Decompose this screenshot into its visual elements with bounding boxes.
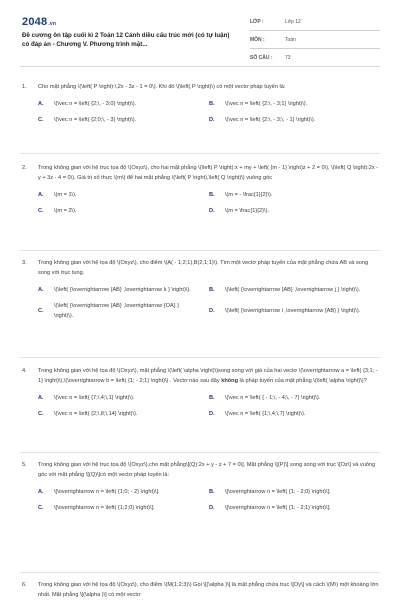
option-d[interactable]: D. \[\overrightarrow n = \left( {1; - 2;1} \right)\]. [209, 505, 331, 511]
question-stem: Trong không gian với hệ tọa độ \(Oxyz\), cho điểm \(A( - 1;2;1),B(2;1;1)\). Tìm một vectơ pháp tuyến của mặt phẳng chứa AB và song song với trục tung. [38, 260, 369, 276]
question-stem: Cho mặt phẳng \(\left( P \right):\,2x - 3z - 1 = 0\). Khi đó \(\left( P \right)\) có một vectơ pháp tuyến là: [38, 84, 286, 90]
option-a[interactable]: A. \[\overrightarrow n = \left( {1;0; - 2} \right)\]. [38, 489, 160, 495]
question-5 [22, 460, 380, 519]
document-title: Đề cương ôn tập cuối kì 2 Toán 12 Cánh diều cấu trúc mới (có tự luận) có đáp án - Chương V. Phương trình mặt... [22, 32, 230, 48]
logo-suffix: .vn [48, 21, 57, 27]
option-c[interactable]: C. \[\overrightarrow n = \left( {1;2;0} \right)\]. [38, 505, 155, 511]
question-stem: Trong không gian với hệ trục tọa độ \(Oxyz\), cho hai mặt phẳng \(\left( P \right):x + my + \left( {m - 1} \right)z + 2 = 0\), \(\left( Q \right):2x - y + 3z - 4 = 0\). Giá trị số thực \(m\) để hai mặt phẳng \(\left( P \right),\left( Q \right)\) vuông góc [38, 165, 379, 181]
question-number: 6. [22, 582, 27, 588]
question-number: 2. [22, 165, 27, 171]
question-4 [22, 366, 380, 425]
question-number: 1. [22, 84, 27, 90]
question-stem: Trong không gian với hệ tọa độ \(Oxyz\), cho điểm \(M(1;2;3)\) Gọi \[(\alpha )\] là mặt phẳng chứa trục \[Oy\] và cách \(M\) một khoảng lớn nhất. Mặt phẳng \[(\alpha )\] có một vectơ [38, 582, 379, 598]
option-a[interactable]: A. \(\left( {\overrightarrow {AB} ,\overrightarrow k } \right)\). [38, 287, 191, 293]
question-divider [20, 250, 380, 251]
option-d[interactable]: D. \(m = \frac{1}{2}\). [209, 208, 269, 214]
option-c[interactable]: C. \(m = 2\). [38, 208, 77, 214]
option-a[interactable]: A. \(\vec n = \left( {2;\, - 3;0} \right)\). [38, 101, 137, 107]
option-b[interactable]: B. \(\vec n = \left( {2;\, - 3;1} \right)\). [209, 101, 308, 107]
question-divider [20, 452, 380, 453]
meta-key: LỚP : [250, 18, 264, 25]
meta-row-class [250, 13, 380, 31]
meta-key: MÔN : [250, 36, 265, 43]
option-c[interactable]: C. \(\left( {\overrightarrow {AB} ,\overrightarrow {OA} } \right)\). [38, 303, 179, 319]
option-b[interactable]: B. \(m = - \frac{1}{2}\). [209, 192, 273, 198]
meta-value: 73 [285, 54, 291, 61]
answer-options [38, 99, 380, 125]
answer-options [38, 393, 380, 419]
meta-table [250, 13, 380, 67]
meta-value: Toán [285, 36, 296, 43]
site-logo[interactable] [22, 16, 56, 28]
meta-key: SỐ CÂU : [250, 54, 273, 61]
question-3 [22, 258, 380, 327]
answer-options [38, 190, 380, 216]
question-divider [20, 357, 380, 358]
option-a[interactable]: A. \(\vec n = \left( {7;\,4;\,1} \right)\). [38, 395, 135, 401]
question-number: 5. [22, 462, 27, 468]
question-number: 3. [22, 260, 27, 266]
option-d[interactable]: D. \(\left( {\overrightarrow i ,\overrightarrow {AB} } \right)\). [209, 308, 361, 314]
emphasis-text: không [221, 378, 238, 384]
option-b[interactable]: B. \(\vec n = \left( { - 1;\, - 4;\, - 7} \right)\). [209, 395, 321, 401]
option-a[interactable]: A. \(m = 1\). [38, 192, 77, 198]
option-d[interactable]: D. \(\vec n = \left( {2;\, - 3;\, - 1} \right)\). [209, 117, 316, 123]
logo-main: 2048 [22, 16, 48, 28]
option-b[interactable]: B. \[\overrightarrow n = \left( {1; - 2;0} \right)\]. [209, 489, 331, 495]
option-c[interactable]: C. \(\vec n = \left( {2;\,8;\,14} \right)\). [38, 411, 138, 417]
meta-row-subject [250, 31, 380, 49]
option-d[interactable]: D. \(\vec n = \left( {1;\,4;\,7} \right)\). [209, 411, 306, 417]
option-b[interactable]: B. \(\left( {\overrightarrow {AB} ,\overrightarrow j } \right)\). [209, 287, 361, 293]
meta-row-count [250, 49, 380, 67]
option-c[interactable]: C. \(\vec n = \left( {2;0;\, - 3} \right)\). [38, 117, 137, 123]
document-header [0, 0, 400, 66]
question-number: 4. [22, 368, 27, 374]
question-6 [22, 580, 380, 600]
question-2 [22, 163, 380, 222]
answer-options [38, 285, 380, 321]
meta-value: Lớp 12 [285, 18, 301, 25]
question-1 [22, 82, 380, 131]
question-stem: Trong không gian với hệ tọa độ \(Oxyz\), mặt phẳng \(\left( \alpha \right)\)song song với giá của hai vectơ \(\overrightarrow a = \left( {3;1; - 1} \right)\),\(\overrightarrow b = \left( {1; - 2;1} \right)\) . Vectơ nào sau đây không là pháp tuyến của mặt phẳng \(\left( \alpha \right)\)? [38, 368, 378, 384]
question-divider [20, 153, 380, 154]
header-divider [20, 66, 380, 67]
question-divider [20, 572, 380, 573]
question-stem: Trong không gian với hệ trục tọa độ \(Oxyz\),cho mặt phẳng\[(Q):2x + y - z + 7 = 0\]. Mặt phẳng \[(P)\] song song với trục \[Oz\] và vuông góc với mặt phẳng \[(Q)\]có một vectơ pháp tuyến là: [38, 462, 376, 478]
answer-options [38, 487, 380, 513]
